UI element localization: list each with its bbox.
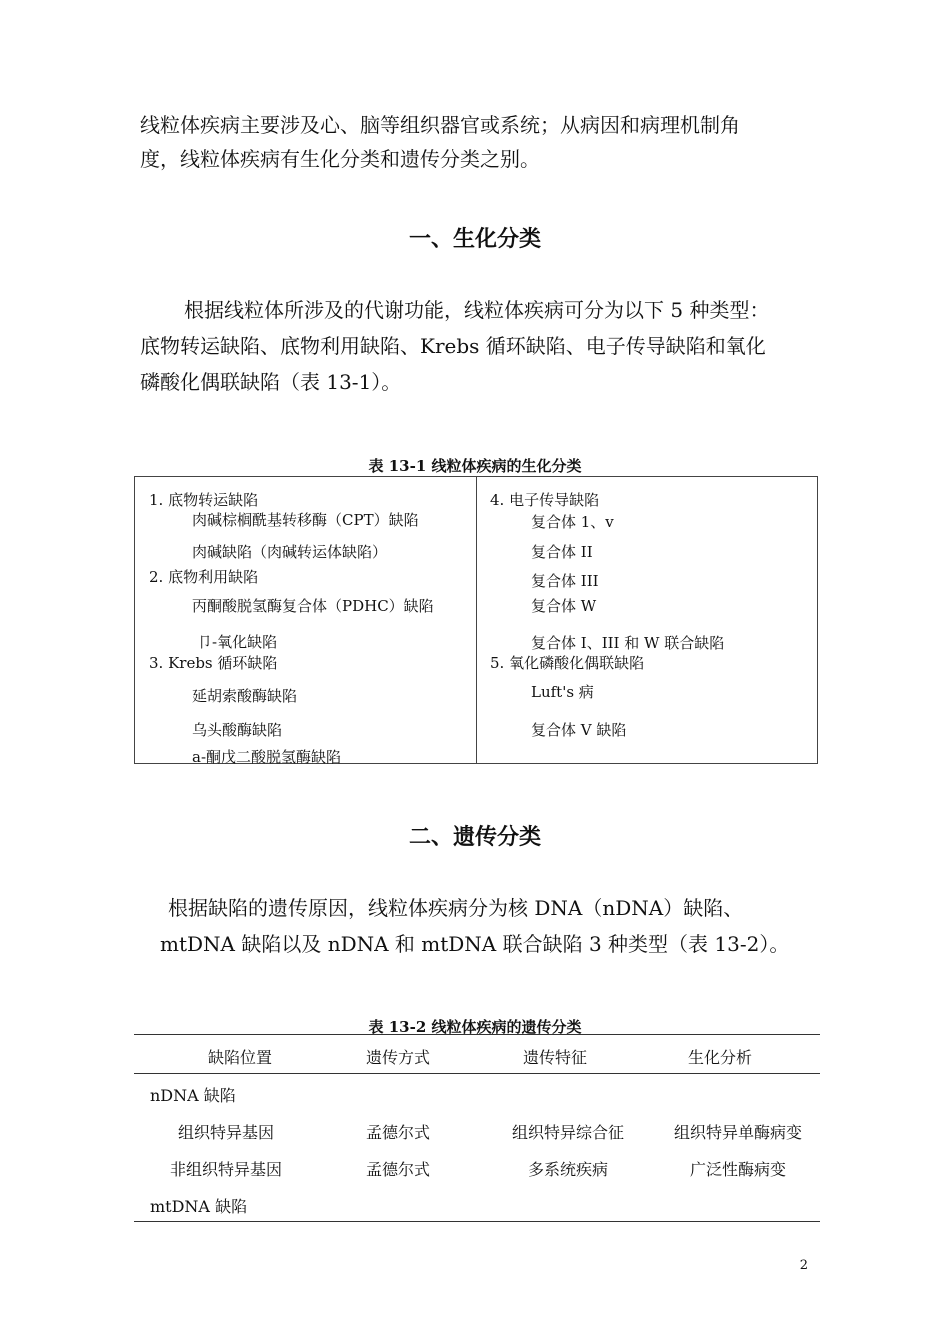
table2-top-rule (134, 1034, 820, 1035)
paragraph-line: 磷酸化偶联缺陷（表 13-1）。 (140, 370, 402, 394)
table1-category: 1. 底物转运缺陷 (149, 491, 259, 509)
table1 (134, 476, 818, 764)
table1-item: 复合体 III (531, 572, 599, 590)
table1-category: 3. Krebs 循环缺陷 (149, 654, 278, 672)
table2-header: 遗传特征 (522, 1048, 587, 1067)
intro-line: 度，线粒体疾病有生化分类和遗传分类之别。 (140, 147, 540, 171)
table1-item: 卩-氧化缺陷 (197, 633, 278, 651)
table1-item: a-酮戊二酸脱氢酶缺陷 (192, 748, 342, 766)
table2-caption: 表 13-2 线粒体疾病的遗传分类 (368, 1018, 582, 1036)
table2-cell: 组织特异综合征 (511, 1123, 624, 1142)
table2-cell: 广泛性酶病变 (689, 1160, 786, 1179)
table2-cell: 组织特异单酶病变 (673, 1123, 802, 1142)
table1-item: 复合体 I、III 和 W 联合缺陷 (531, 634, 725, 652)
table2-header: 生化分析 (687, 1048, 752, 1067)
table2-header: 缺陷位置 (207, 1048, 272, 1067)
table2-header: 遗传方式 (365, 1048, 430, 1067)
table1-item: 复合体 W (531, 597, 597, 615)
paragraph-line: 根据缺陷的遗传原因，线粒体疾病分为核 DNA（nDNA）缺陷、 (168, 896, 744, 920)
page-number: 2 (799, 1258, 808, 1273)
table2-header-rule (134, 1073, 820, 1074)
intro-paragraph (140, 108, 820, 176)
paragraph-line: 底物转运缺陷、底物利用缺陷、Krebs 循环缺陷、电子传导缺陷和氧化 (140, 334, 766, 358)
paragraph-line: mtDNA 缺陷以及 nDNA 和 mtDNA 联合缺陷 3 种类型（表 13-2）。 (160, 932, 790, 956)
table2-bottom-rule (134, 1221, 820, 1222)
table1-category: 4. 电子传导缺陷 (490, 491, 600, 509)
table1-caption: 表 13-1 线粒体疾病的生化分类 (368, 457, 582, 475)
table2-cell: 孟德尔式 (365, 1123, 430, 1142)
table1-item: 复合体 II (531, 543, 593, 561)
table2-cell: 孟德尔式 (365, 1160, 430, 1179)
table1-item: 肉碱棕榈酰基转移酶（CPT）缺陷 (192, 511, 419, 529)
table2-group-label: nDNA 缺陷 (150, 1086, 236, 1105)
intro-line: 线粒体疾病主要涉及心、脑等组织器官或系统；从病因和病理机制角 (140, 113, 740, 137)
table1-category: 5. 氧化磷酸化偶联缺陷 (490, 654, 645, 672)
section-heading-genetic: 二、遗传分类 (408, 824, 541, 850)
table2-cell: 多系统疾病 (527, 1160, 608, 1179)
table1-column-divider (476, 477, 477, 763)
table2-group-label: mtDNA 缺陷 (150, 1197, 248, 1216)
section1-paragraph (140, 292, 820, 400)
table2-cell: 非组织特异基因 (169, 1160, 282, 1179)
table1-category: 2. 底物利用缺陷 (149, 568, 259, 586)
table1-item: 乌头酸酶缺陷 (192, 721, 283, 739)
table1-item: 延胡索酸酶缺陷 (192, 687, 298, 705)
section2-paragraph (140, 890, 820, 962)
paragraph-line: 根据线粒体所涉及的代谢功能，线粒体疾病可分为以下 5 种类型： (184, 298, 770, 322)
table1-item: 丙酮酸脱氢酶复合体（PDHC）缺陷 (192, 597, 434, 615)
table1-item: 复合体 V 缺陷 (531, 721, 627, 739)
table1-item: Luft's 病 (531, 683, 594, 701)
section-heading-biochemical: 一、生化分类 (408, 226, 541, 252)
table2-cell: 组织特异基因 (177, 1123, 274, 1142)
table1-item: 肉碱缺陷（肉碱转运体缺陷） (192, 543, 388, 561)
table1-item: 复合体 1、v (531, 513, 614, 531)
